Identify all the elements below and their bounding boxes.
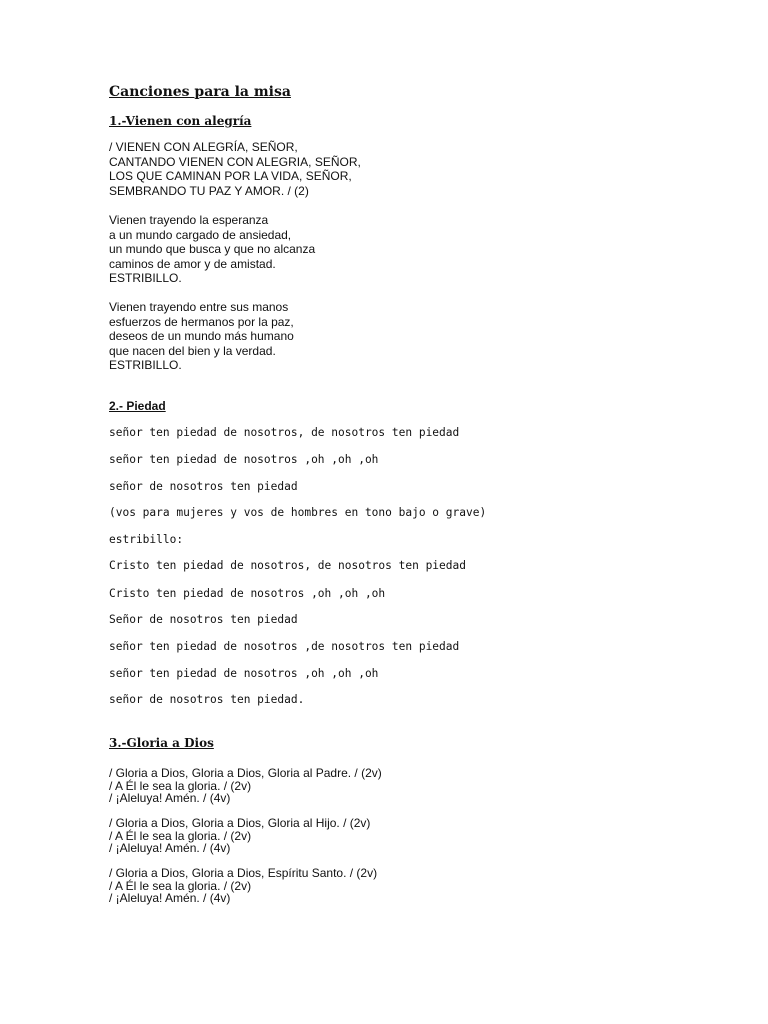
lyric-line: ESTRIBILLO. — [109, 271, 182, 286]
lyric-line: / ¡Aleluya! Amén. / (4v) — [109, 841, 231, 856]
lyric-line: caminos de amor y de amistad. — [109, 256, 276, 271]
song-3-title: 3.-Gloria a Dios — [109, 736, 214, 750]
lyric-line: deseos de un mundo más humano — [109, 329, 294, 344]
lyric-line: señor ten piedad de nosotros ,oh ,oh ,oh — [109, 667, 379, 680]
lyric-line: / A Él le sea la gloria. / (2v) — [109, 778, 252, 793]
lyric-line: un mundo que busca y que no alcanza — [109, 242, 316, 257]
song-3-stanza-1 — [109, 767, 382, 805]
song-3-stanza-2 — [109, 817, 370, 855]
song-3-stanza-3 — [109, 867, 377, 905]
lyric-line: Vienen trayendo la esperanza — [109, 213, 269, 227]
song-1-verse-1 — [109, 213, 315, 286]
lyric-line: (vos para mujeres y vos de hombres en tono bajo o grave) — [109, 506, 487, 519]
lyric-line: ESTRIBILLO. — [109, 358, 182, 373]
song-1-verse-2 — [109, 300, 294, 373]
lyric-line: señor de nosotros ten piedad. — [109, 693, 305, 706]
lyric-line: / A Él le sea la gloria. / (2v) — [109, 828, 252, 843]
lyric-line: / Gloria a Dios, Gloria a Dios, Gloria al Padre. / (2v) — [109, 766, 382, 780]
lyric-line: Señor de nosotros ten piedad — [109, 613, 298, 626]
lyric-line: / VIENEN CON ALEGRÍA, SEÑOR, — [109, 140, 298, 154]
lyric-line: señor ten piedad de nosotros ,oh ,oh ,oh — [109, 453, 379, 466]
lyric-line: que nacen del bien y la verdad. — [109, 343, 276, 358]
song-1-title: 1.-Vienen con alegría — [109, 114, 252, 128]
lyric-line: / Gloria a Dios, Gloria a Dios, Espíritu Santo. / (2v) — [109, 866, 378, 880]
lyric-line: señor ten piedad de nosotros, de nosotros ten piedad — [109, 426, 460, 439]
lyric-line: / ¡Aleluya! Amén. / (4v) — [109, 891, 231, 906]
lyric-line: estribillo: — [109, 533, 184, 546]
lyric-line: Vienen trayendo entre sus manos — [109, 300, 289, 314]
lyric-line: Cristo ten piedad de nosotros, de nosotros ten piedad — [109, 559, 466, 572]
lyric-line: a un mundo cargado de ansiedad, — [109, 227, 292, 242]
lyric-line: LOS QUE CAMINAN POR LA VIDA, SEÑOR, — [109, 169, 352, 184]
lyric-line: señor de nosotros ten piedad — [109, 480, 298, 493]
lyric-line: Cristo ten piedad de nosotros ,oh ,oh ,oh — [109, 587, 386, 600]
lyric-line: esfuerzos de hermanos por la paz, — [109, 314, 294, 329]
lyric-line: / A Él le sea la gloria. / (2v) — [109, 878, 252, 893]
lyric-line: / ¡Aleluya! Amén. / (4v) — [109, 791, 231, 806]
lyric-line: señor ten piedad de nosotros ,de nosotros ten piedad — [109, 640, 460, 653]
song-2-title: 2.- Piedad — [109, 399, 166, 413]
lyric-line: / Gloria a Dios, Gloria a Dios, Gloria al Hijo. / (2v) — [109, 816, 371, 830]
song-1-chorus — [109, 140, 361, 198]
lyric-line: SEMBRANDO TU PAZ Y AMOR. / (2) — [109, 183, 309, 198]
document-title: Canciones para la misa — [109, 84, 291, 100]
lyric-line: CANTANDO VIENEN CON ALEGRIA, SEÑOR, — [109, 154, 361, 169]
